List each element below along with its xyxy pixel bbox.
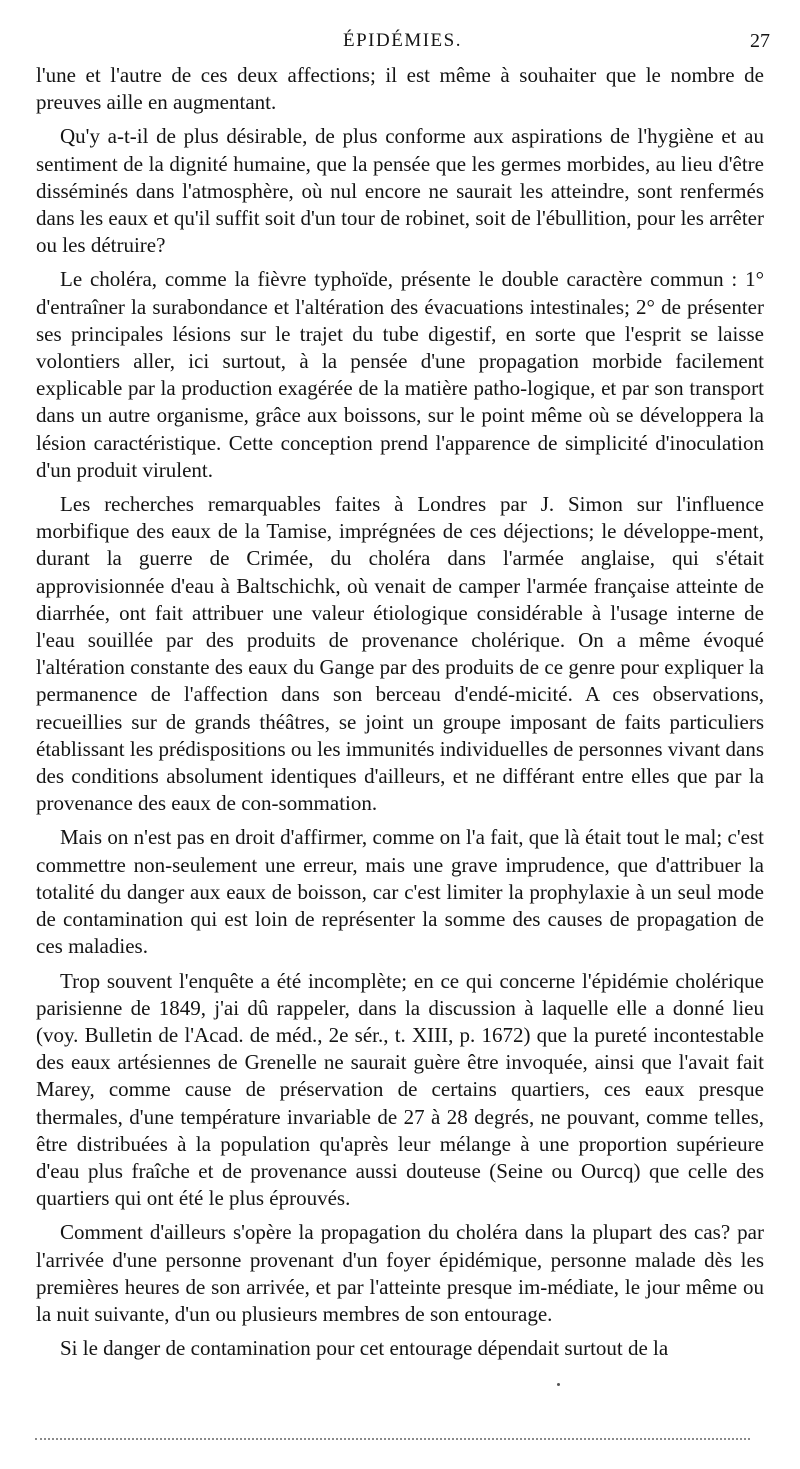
paragraph: Les recherches remarquables faites à Londres par J. Simon sur l'influence morbifique des eaux de la Tamise, imprégnées de ces déjections; le développe-ment, durant la guerre de Crimée, du choléra dans l'armée anglaise, qui s'était approvisionnée d'eau à Baltschichk, où venait de camper l'armée française atteinte de diarrhée, ont fait attribuer une valeur étiologique considérable à l'usage interne de l'eau souillée par des produits de provenance cholérique. On a même évoqué l'altération constante des eaux du Gange par des produits de ce genre pour expliquer la permanence de l'affection dans son berceau d'endé-micité. A ces observations, recueillies sur de grands théâtres, se joint un groupe imposant de faits particuliers établissant les prédispositions ou les immunités individuelles de personnes vivant dans des conditions absolument identiques d'ailleurs, et ne différant entre elles que par la provenance des eaux de con-sommation. bbox=[36, 492, 764, 816]
paragraph: Qu'y a-t-il de plus désirable, de plus conforme aux aspirations de l'hygiène et au sentiment de la dignité humaine, que la pensée que les germes morbides, au lieu d'être disséminés dans l'atmosphère, où nul encore ne saurait les atteindre, sont renfermés dans les eaux et qu'il suffit soit d'un tour de robinet, soit de l'ébullition, pour les arrêter ou les détruire? bbox=[36, 124, 764, 258]
paragraph: Mais on n'est pas en droit d'affirmer, comme on l'a fait, que là était tout le mal; c'est commettre non-seulement une erreur, mais une grave imprudence, que d'attribuer la totalité du danger aux eaux de boisson, car c'est limiter la prophylaxie à un seul mode de contamination qui est loin de représenter la somme des causes de propagation de ces maladies. bbox=[36, 825, 764, 959]
body-text bbox=[36, 62, 764, 1369]
page-header bbox=[35, 30, 770, 58]
paragraph: l'une et l'autre de ces deux affections; il est même à souhaiter que le nombre de preuves aille en augmentant. bbox=[36, 63, 764, 115]
paragraph: Trop souvent l'enquête a été incomplète; en ce qui concerne l'épidémie cholérique parisienne de 1849, j'ai dû rappeler, dans la discussion à laquelle elle a donné lieu (voy. Bulletin de l'Acad. de méd., 2e sér., t. XIII, p. 1672) que la pureté incontestable des eaux artésiennes de Grenelle ne saurait guère être invoquée, ainsi que l'avait fait Marey, comme cause de préservation de certains quartiers, ces eaux presque thermales, d'une température invariable de 27 à 28 degrés, ne pouvant, comme telles, être distribuées à la population qu'après leur mélange à une proportion supérieure d'eau plus fraîche et de provenance aussi douteuse (Seine ou Ourcq) que celle des quartiers qui ont été le plus éprouvés. bbox=[36, 968, 764, 1211]
page-number: 27 bbox=[750, 30, 770, 52]
paragraph: Comment d'ailleurs s'opère la propagation du choléra dans la plupart des cas? par l'arrivée d'une personne provenant d'un foyer épidémique, personne malade dès les premières heures de son arrivée, et par l'atteinte presque im-médiate, le jour même ou la nuit suivante, d'un ou plusieurs membres de son entourage. bbox=[36, 1220, 764, 1326]
cut-off-next-line bbox=[35, 1438, 750, 1440]
print-speck bbox=[557, 1383, 560, 1386]
paragraph: Le choléra, comme la fièvre typhoïde, présente le double caractère commun : 1° d'entraîner la surabondance et l'altération des évacuations intestinales; 2° de présenter ses principales lésions sur le trajet du tube digestif, en sorte que l'esprit se laisse volontiers aller, ici surtout, à la pensée d'une propagation morbide facilement explicable par la production exagérée de la matière patho-logique, et par son transport dans un autre organisme, grâce aux boissons, sur le point même où se développera la lésion caractéristique. Cette conception prend l'apparence de simplicité d'inoculation d'un produit virulent. bbox=[36, 267, 764, 482]
running-title: ÉPIDÉMIES. bbox=[343, 30, 462, 51]
paragraph: Si le danger de contamination pour cet entourage dépendait surtout de la bbox=[60, 1336, 669, 1361]
